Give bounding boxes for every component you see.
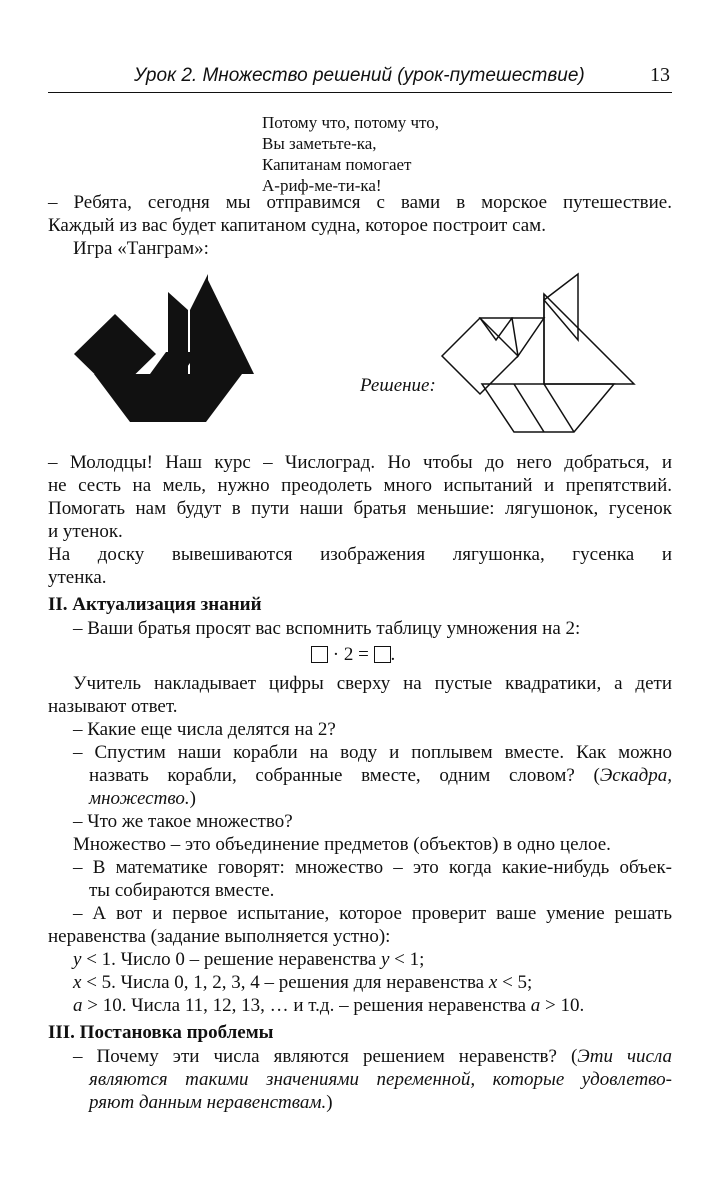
text-span: < 5. Числа 0, 1, 2, 3, 4 – решения для неравенства xyxy=(81,972,489,993)
poem-line: Капитанам помогает xyxy=(262,155,412,174)
paragraph-line: – А вот и первое испытание, которое проверит ваше умение решать xyxy=(73,903,672,924)
paragraph-line: ты собираются вместе. xyxy=(89,880,275,901)
text-span: > 10. Числа 11, 12, 13, … и т.д. – решения неравенства xyxy=(82,995,531,1016)
text-span: < 1; xyxy=(389,949,425,970)
paragraph-line: – Ребята, сегодня мы отправимся с вами в морское путешествие. xyxy=(48,192,672,213)
paragraph-line: – Ваши братья просят вас вспомнить таблицу умножения на 2: xyxy=(73,618,581,639)
question-line: – Спустим наши корабли на воду и поплывем вместе. Как можно xyxy=(73,742,672,763)
question-line: – Какие еще числа делятся на 2? xyxy=(73,719,336,740)
paragraph-line: – Молодцы! Наш курс – Числоград. Но чтобы до него добраться, и xyxy=(48,452,672,473)
section-heading: II. Актуализация знаний xyxy=(48,594,262,615)
text-span: > 10. xyxy=(540,995,585,1016)
paragraph-line: – В математике говорят: множество – это когда какие-нибудь объек- xyxy=(73,857,672,878)
paragraph-line: неравенства (задание выполняется устно): xyxy=(48,926,391,947)
variable: x xyxy=(73,972,82,993)
variable: a xyxy=(73,995,83,1016)
paragraph-line: называют ответ. xyxy=(48,696,178,717)
inequality-line xyxy=(73,948,424,971)
game-title: Игра «Танграм»: xyxy=(73,238,209,259)
question-line: являются такими значениями переменной, которые удовлетво- xyxy=(89,1069,672,1090)
text-span: – Почему эти числа являются решением неравенств? ( xyxy=(73,1046,578,1067)
running-header xyxy=(48,58,672,93)
formula-operator: · 2 = xyxy=(332,644,369,665)
multiplication-formula xyxy=(311,643,395,666)
paragraph-line: не сесть на мель, нужно преодолеть много испытаний и препятствий. xyxy=(48,475,672,496)
variable: x xyxy=(488,972,498,993)
poem-line: А-риф-ме-ти-ка! xyxy=(262,176,382,195)
italic-answer: Эти числа xyxy=(577,1046,672,1067)
italic-answer: ряют данным неравенствам. xyxy=(89,1092,327,1113)
paragraph-line: и утенок. xyxy=(48,521,123,542)
tangram-puzzle-figure xyxy=(70,270,270,432)
poem-line: Вы заметьте-ка, xyxy=(262,134,377,153)
paragraph-line: Каждый из вас будет капитаном судна, которое построит сам. xyxy=(48,215,546,236)
section-heading: III. Постановка проблемы xyxy=(48,1022,274,1043)
empty-box xyxy=(374,646,391,663)
question-line: – Что же такое множество? xyxy=(73,811,293,832)
paragraph-line: На доску вывешиваются изображения лягушонка, гусенка и xyxy=(48,544,672,565)
text-span: ) xyxy=(326,1092,333,1113)
text-span: < 1. Число 0 – решение неравенства xyxy=(81,949,381,970)
text-span: назвать корабли, собранные вместе, одним словом? ( xyxy=(89,765,600,786)
formula-end: . xyxy=(390,644,396,665)
empty-box xyxy=(311,646,328,663)
paragraph-line: Учитель накладывает цифры сверху на пустые квадратики, а дети xyxy=(73,673,672,694)
inequality-line xyxy=(73,994,584,1017)
italic-answer: множество. xyxy=(89,788,190,809)
variable: y xyxy=(380,949,390,970)
text-span: ) xyxy=(189,788,196,809)
italic-answer: Эскадра, xyxy=(599,765,672,786)
variable: a xyxy=(530,995,541,1016)
header-title: Урок 2. Множество решений (урок-путешествие) xyxy=(134,65,585,86)
question-line xyxy=(89,787,196,810)
text-span: < 5; xyxy=(497,972,533,993)
paragraph-line: утенка. xyxy=(48,567,107,588)
poem xyxy=(262,112,439,196)
tangram-solution-figure xyxy=(440,270,640,440)
question-line xyxy=(73,1045,672,1068)
solution-label: Решение: xyxy=(360,375,436,396)
definition-line: Множество – это объединение предметов (объектов) в одно целое. xyxy=(73,834,611,855)
variable: y xyxy=(73,949,82,970)
page-number: 13 xyxy=(650,64,670,86)
question-line xyxy=(89,1091,333,1114)
poem-line: Потому что, потому что, xyxy=(262,113,439,132)
inequality-line xyxy=(73,971,532,994)
question-line xyxy=(89,764,672,787)
paragraph-line: Помогать нам будут в пути наши братья меньшие: лягушонок, гусенок xyxy=(48,498,672,519)
